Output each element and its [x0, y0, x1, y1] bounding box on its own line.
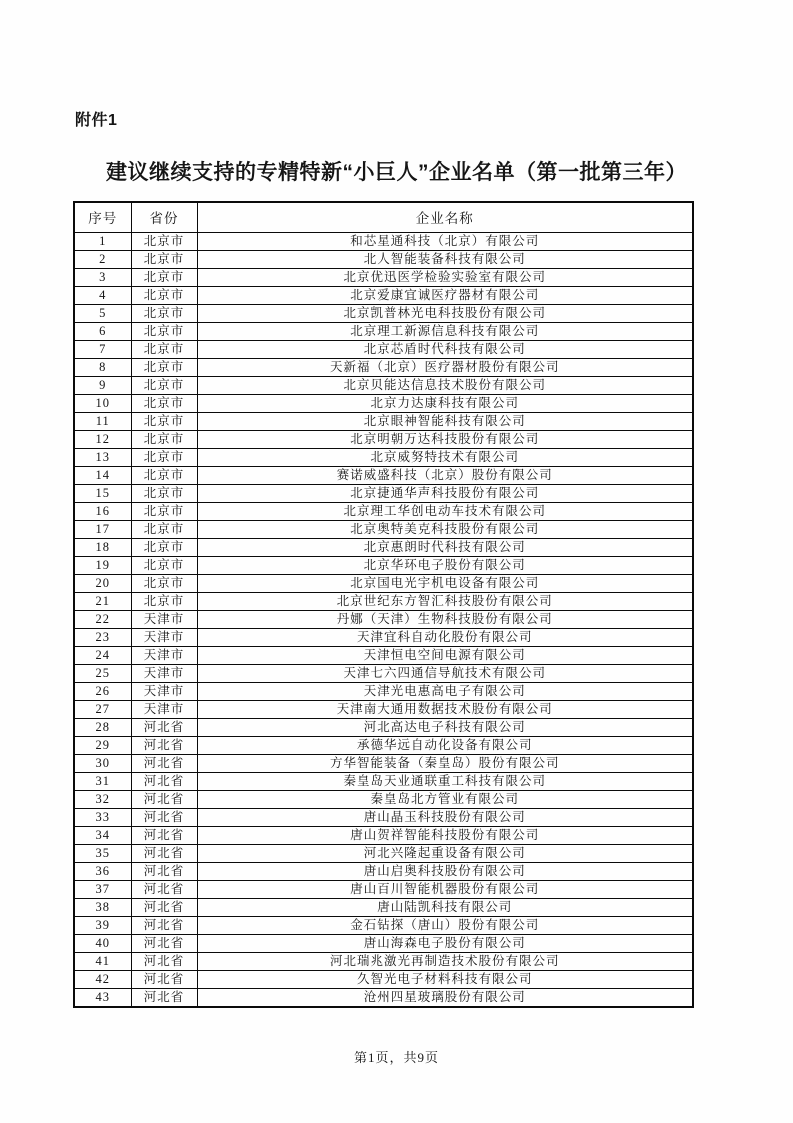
- province-cell: 北京市: [131, 502, 197, 520]
- province-cell: 北京市: [131, 268, 197, 286]
- company-name-cell: 北人智能装备科技有限公司: [197, 250, 693, 268]
- table-row: [74, 790, 693, 808]
- row-index-cell: 1: [74, 232, 131, 250]
- province-cell: 北京市: [131, 358, 197, 376]
- company-name-cell: 北京力达康科技有限公司: [197, 394, 693, 412]
- table-row: [74, 934, 693, 952]
- row-index-cell: 23: [74, 628, 131, 646]
- row-index-cell: 42: [74, 970, 131, 988]
- row-index-cell: 21: [74, 592, 131, 610]
- province-cell: 北京市: [131, 592, 197, 610]
- table-row: [74, 574, 693, 592]
- province-cell: 北京市: [131, 574, 197, 592]
- row-index-cell: 13: [74, 448, 131, 466]
- province-cell: 河北省: [131, 934, 197, 952]
- province-cell: 河北省: [131, 970, 197, 988]
- company-name-cell: 唐山晶玉科技股份有限公司: [197, 808, 693, 826]
- province-cell: 河北省: [131, 808, 197, 826]
- table-row: [74, 502, 693, 520]
- table-row: [74, 376, 693, 394]
- row-index-cell: 11: [74, 412, 131, 430]
- company-name-cell: 河北高达电子科技有限公司: [197, 718, 693, 736]
- company-name-cell: 天津南大通用数据技术股份有限公司: [197, 700, 693, 718]
- province-cell: 北京市: [131, 376, 197, 394]
- company-name-cell: 北京凯普林光电科技股份有限公司: [197, 304, 693, 322]
- company-name-cell: 北京惠朗时代科技有限公司: [197, 538, 693, 556]
- company-name-cell: 北京爱康宜诚医疗器材有限公司: [197, 286, 693, 304]
- province-cell: 天津市: [131, 700, 197, 718]
- row-index-cell: 35: [74, 844, 131, 862]
- row-index-cell: 17: [74, 520, 131, 538]
- company-name-cell: 北京捷通华声科技股份有限公司: [197, 484, 693, 502]
- province-cell: 北京市: [131, 466, 197, 484]
- row-index-cell: 19: [74, 556, 131, 574]
- table-row: [74, 304, 693, 322]
- province-cell: 北京市: [131, 232, 197, 250]
- company-name-cell: 秦皇岛天业通联重工科技有限公司: [197, 772, 693, 790]
- row-index-cell: 34: [74, 826, 131, 844]
- header-province: 省份: [131, 202, 197, 232]
- table-row: [74, 700, 693, 718]
- province-cell: 北京市: [131, 448, 197, 466]
- company-name-cell: 丹娜（天津）生物科技股份有限公司: [197, 610, 693, 628]
- row-index-cell: 16: [74, 502, 131, 520]
- table-row: [74, 664, 693, 682]
- province-cell: 北京市: [131, 286, 197, 304]
- table-row: [74, 250, 693, 268]
- table-row: [74, 286, 693, 304]
- table-row: [74, 988, 693, 1007]
- page-number: 第1页，共9页: [353, 1050, 439, 1065]
- row-index-cell: 12: [74, 430, 131, 448]
- province-cell: 河北省: [131, 988, 197, 1007]
- province-cell: 河北省: [131, 862, 197, 880]
- province-cell: 河北省: [131, 736, 197, 754]
- province-cell: 北京市: [131, 520, 197, 538]
- company-table-container: [73, 201, 694, 1008]
- row-index-cell: 3: [74, 268, 131, 286]
- province-cell: 北京市: [131, 412, 197, 430]
- province-cell: 天津市: [131, 610, 197, 628]
- company-name-cell: 唐山贺祥智能科技股份有限公司: [197, 826, 693, 844]
- table-header-row: [74, 202, 693, 232]
- province-cell: 河北省: [131, 898, 197, 916]
- company-name-cell: 天津恒电空间电源有限公司: [197, 646, 693, 664]
- table-row: [74, 538, 693, 556]
- row-index-cell: 14: [74, 466, 131, 484]
- province-cell: 天津市: [131, 646, 197, 664]
- province-cell: 天津市: [131, 664, 197, 682]
- table-row: [74, 736, 693, 754]
- table-row: [74, 430, 693, 448]
- attachment-label: 附件1: [75, 112, 118, 129]
- table-row: [74, 754, 693, 772]
- row-index-cell: 18: [74, 538, 131, 556]
- table-row: [74, 556, 693, 574]
- row-index-cell: 6: [74, 322, 131, 340]
- table-row: [74, 520, 693, 538]
- row-index-cell: 10: [74, 394, 131, 412]
- company-name-cell: 北京奥特美克科技股份有限公司: [197, 520, 693, 538]
- row-index-cell: 38: [74, 898, 131, 916]
- table-row: [74, 466, 693, 484]
- row-index-cell: 7: [74, 340, 131, 358]
- company-name-cell: 北京芯盾时代科技有限公司: [197, 340, 693, 358]
- row-index-cell: 33: [74, 808, 131, 826]
- row-index-cell: 36: [74, 862, 131, 880]
- company-name-cell: 沧州四星玻璃股份有限公司: [197, 988, 693, 1007]
- table-row: [74, 646, 693, 664]
- row-index-cell: 28: [74, 718, 131, 736]
- table-row: [74, 916, 693, 934]
- table-row: [74, 268, 693, 286]
- province-cell: 河北省: [131, 790, 197, 808]
- row-index-cell: 41: [74, 952, 131, 970]
- company-name-cell: 唐山陆凯科技有限公司: [197, 898, 693, 916]
- table-row: [74, 772, 693, 790]
- header-company-name: 企业名称: [197, 202, 693, 232]
- company-name-cell: 北京华环电子股份有限公司: [197, 556, 693, 574]
- header-row-index: 序号: [74, 202, 131, 232]
- province-cell: 天津市: [131, 628, 197, 646]
- company-name-cell: 唐山百川智能机器股份有限公司: [197, 880, 693, 898]
- company-name-cell: 承德华远自动化设备有限公司: [197, 736, 693, 754]
- row-index-cell: 25: [74, 664, 131, 682]
- table-row: [74, 898, 693, 916]
- row-index-cell: 27: [74, 700, 131, 718]
- row-index-cell: 39: [74, 916, 131, 934]
- province-cell: 河北省: [131, 718, 197, 736]
- company-name-cell: 金石钻探（唐山）股份有限公司: [197, 916, 693, 934]
- row-index-cell: 30: [74, 754, 131, 772]
- company-table: [73, 201, 694, 1008]
- table-row: [74, 844, 693, 862]
- table-row: [74, 322, 693, 340]
- row-index-cell: 2: [74, 250, 131, 268]
- row-index-cell: 22: [74, 610, 131, 628]
- company-name-cell: 唐山海森电子股份有限公司: [197, 934, 693, 952]
- table-body: [74, 232, 693, 1007]
- province-cell: 天津市: [131, 682, 197, 700]
- province-cell: 河北省: [131, 754, 197, 772]
- row-index-cell: 32: [74, 790, 131, 808]
- table-row: [74, 610, 693, 628]
- province-cell: 河北省: [131, 772, 197, 790]
- row-index-cell: 20: [74, 574, 131, 592]
- company-name-cell: 久智光电子材料科技有限公司: [197, 970, 693, 988]
- company-name-cell: 天津七六四通信导航技术有限公司: [197, 664, 693, 682]
- table-row: [74, 682, 693, 700]
- table-row: [74, 394, 693, 412]
- province-cell: 河北省: [131, 952, 197, 970]
- company-name-cell: 北京威努特技术有限公司: [197, 448, 693, 466]
- company-name-cell: 北京眼神智能科技有限公司: [197, 412, 693, 430]
- row-index-cell: 31: [74, 772, 131, 790]
- table-row: [74, 862, 693, 880]
- row-index-cell: 29: [74, 736, 131, 754]
- company-name-cell: 北京优迅医学检验实验室有限公司: [197, 268, 693, 286]
- province-cell: 北京市: [131, 538, 197, 556]
- company-name-cell: 和芯星通科技（北京）有限公司: [197, 232, 693, 250]
- province-cell: 河北省: [131, 880, 197, 898]
- company-name-cell: 天津光电惠高电子有限公司: [197, 682, 693, 700]
- province-cell: 北京市: [131, 322, 197, 340]
- table-row: [74, 628, 693, 646]
- table-row: [74, 808, 693, 826]
- table-row: [74, 952, 693, 970]
- company-name-cell: 北京明朝万达科技股份有限公司: [197, 430, 693, 448]
- table-row: [74, 412, 693, 430]
- province-cell: 北京市: [131, 340, 197, 358]
- table-row: [74, 718, 693, 736]
- row-index-cell: 26: [74, 682, 131, 700]
- table-row: [74, 970, 693, 988]
- company-name-cell: 河北兴隆起重设备有限公司: [197, 844, 693, 862]
- table-row: [74, 484, 693, 502]
- company-name-cell: 北京贝能达信息技术股份有限公司: [197, 376, 693, 394]
- company-name-cell: 北京国电光宇机电设备有限公司: [197, 574, 693, 592]
- table-row: [74, 232, 693, 250]
- table-row: [74, 358, 693, 376]
- province-cell: 北京市: [131, 484, 197, 502]
- company-name-cell: 河北瑞兆激光再制造技术股份有限公司: [197, 952, 693, 970]
- company-name-cell: 方华智能装备（秦皇岛）股份有限公司: [197, 754, 693, 772]
- row-index-cell: 37: [74, 880, 131, 898]
- row-index-cell: 8: [74, 358, 131, 376]
- company-name-cell: 天津宜科自动化股份有限公司: [197, 628, 693, 646]
- table-row: [74, 592, 693, 610]
- row-index-cell: 40: [74, 934, 131, 952]
- row-index-cell: 9: [74, 376, 131, 394]
- company-name-cell: 赛诺威盛科技（北京）股份有限公司: [197, 466, 693, 484]
- province-cell: 河北省: [131, 844, 197, 862]
- company-name-cell: 北京理工华创电动车技术有限公司: [197, 502, 693, 520]
- table-row: [74, 448, 693, 466]
- row-index-cell: 5: [74, 304, 131, 322]
- province-cell: 北京市: [131, 394, 197, 412]
- company-name-cell: 秦皇岛北方管业有限公司: [197, 790, 693, 808]
- province-cell: 河北省: [131, 826, 197, 844]
- company-name-cell: 北京世纪东方智汇科技股份有限公司: [197, 592, 693, 610]
- province-cell: 北京市: [131, 556, 197, 574]
- row-index-cell: 24: [74, 646, 131, 664]
- province-cell: 北京市: [131, 430, 197, 448]
- company-name-cell: 唐山启奥科技股份有限公司: [197, 862, 693, 880]
- table-row: [74, 340, 693, 358]
- province-cell: 北京市: [131, 250, 197, 268]
- row-index-cell: 15: [74, 484, 131, 502]
- table-row: [74, 880, 693, 898]
- company-name-cell: 天新福（北京）医疗器材股份有限公司: [197, 358, 693, 376]
- province-cell: 北京市: [131, 304, 197, 322]
- page-title: 建议继续支持的专精特新“小巨人”企业名单（第一批第三年）: [106, 161, 687, 184]
- company-name-cell: 北京理工新源信息科技有限公司: [197, 322, 693, 340]
- row-index-cell: 4: [74, 286, 131, 304]
- row-index-cell: 43: [74, 988, 131, 1007]
- province-cell: 河北省: [131, 916, 197, 934]
- table-row: [74, 826, 693, 844]
